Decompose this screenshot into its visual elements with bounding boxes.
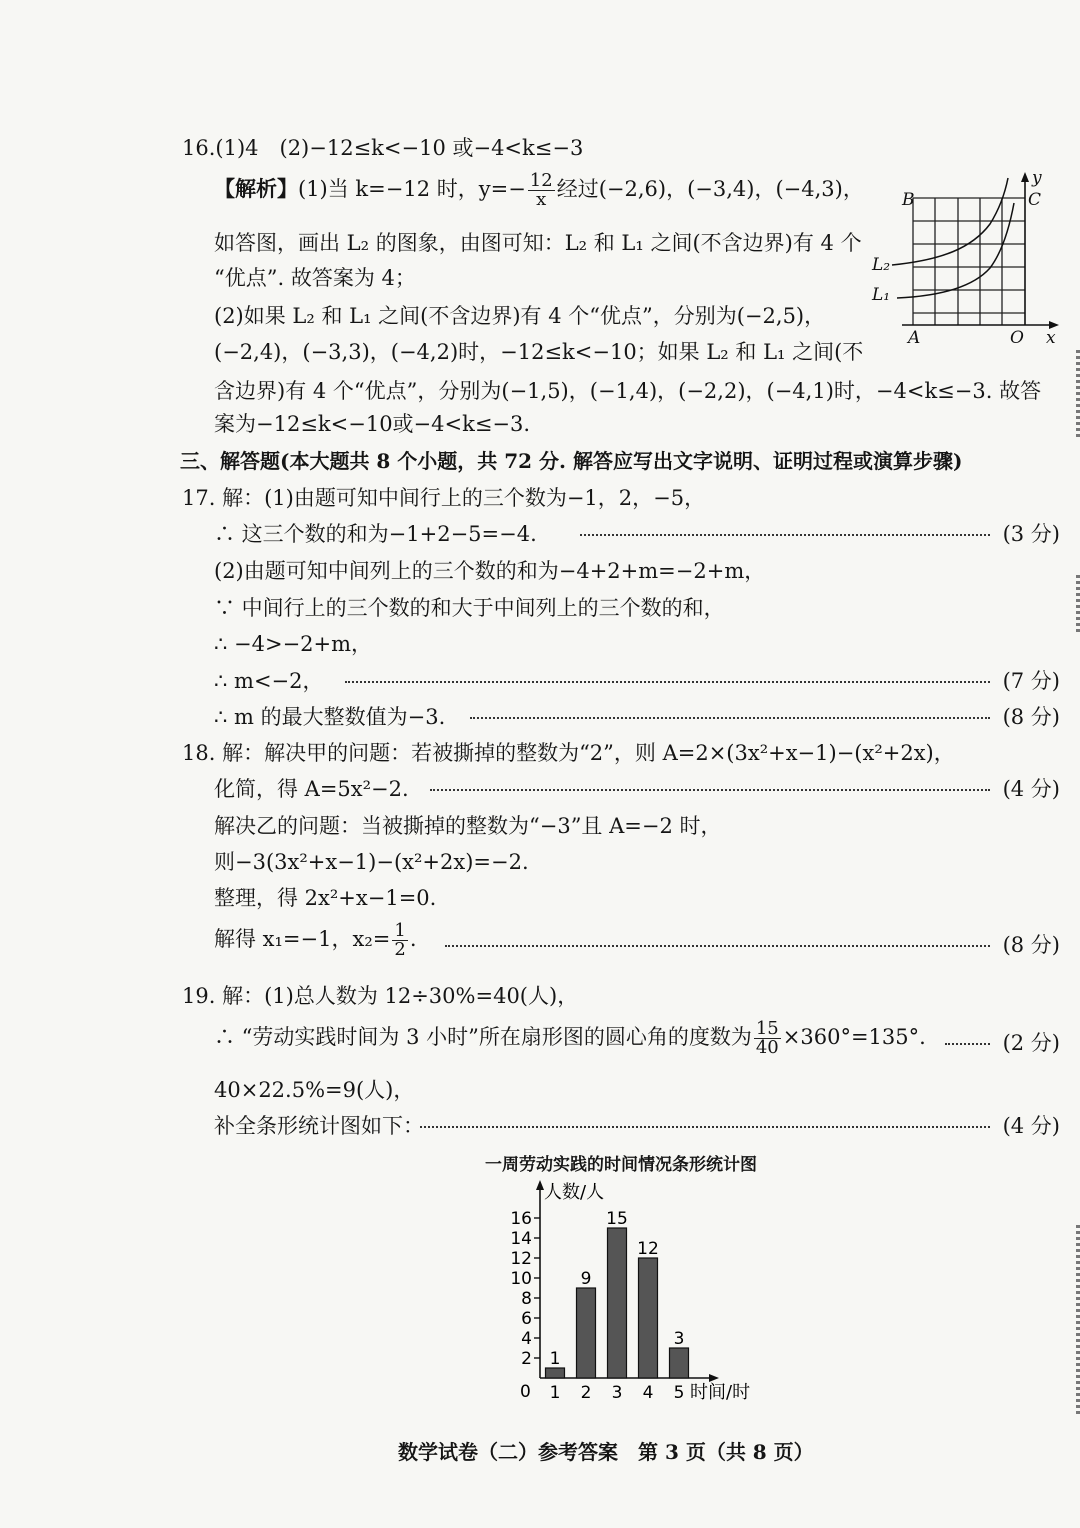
chart-y-label: 人数/人 xyxy=(544,1182,605,1203)
q18-line-1: 18. 解：解决甲的问题：若被撕掉的整数为“2”，则 A=2×(3x²+x−1)−(x²+2x)， xyxy=(182,741,955,765)
x-tick-label: 4 xyxy=(642,1383,654,1403)
y-tick-label: 8 xyxy=(521,1289,532,1309)
y-tick-label: 12 xyxy=(510,1249,532,1269)
scan-edge-mark xyxy=(1076,1225,1080,1415)
scan-edge-mark xyxy=(1076,350,1080,440)
analysis-tag: 【解析】 xyxy=(214,176,298,201)
dot-leader xyxy=(445,945,990,947)
q16-answer-graph xyxy=(862,168,1067,353)
q16-analysis-line-3: “优点”. 故答案为 4； xyxy=(214,266,416,290)
q18-line-6: 解得 x₁=−1，x₂= $\frac{1}{2}$ . xyxy=(214,920,417,960)
bar-2 xyxy=(577,1288,596,1378)
page-footer: 数学试卷（二）参考答案 第 3 页（共 8 页） xyxy=(398,1440,814,1464)
dot-leader xyxy=(580,534,990,536)
y-tick-label: 14 xyxy=(510,1229,532,1249)
bar-3 xyxy=(608,1228,627,1378)
y-tick-label: 10 xyxy=(510,1269,532,1289)
fraction-15-over-40: $\frac{15}{40}$ xyxy=(755,1018,779,1058)
label-C: C xyxy=(1028,190,1042,210)
label-y: y xyxy=(1032,168,1042,188)
dot-leader xyxy=(420,1126,990,1128)
y-axis-arrow xyxy=(1021,172,1029,182)
fraction-1-over-2: $\frac{1}{2}$ xyxy=(394,920,406,960)
x-tick-label: 2 xyxy=(580,1383,592,1403)
chart-origin-label: 0 xyxy=(520,1382,531,1402)
bar-value-label: 9 xyxy=(580,1269,592,1289)
score-4: (4 分) xyxy=(1002,1114,1060,1138)
chart-x-label: 时间/时 xyxy=(690,1382,751,1403)
q16-analysis-line-7: 案为−12≤k<−10或−4<k≤−3. xyxy=(214,412,531,436)
bar-chart xyxy=(500,1175,780,1405)
q18-line-5: 整理，得 2x²+x−1=0. xyxy=(214,886,437,910)
q17-line-7: ∴ m 的最大整数值为−3. xyxy=(214,705,446,729)
bar-value-label: 1 xyxy=(549,1349,561,1369)
fraction-12-over-x: $\frac{12}{x}$ xyxy=(529,170,553,210)
q17-line-1: 17. 解：(1)由题可知中间行上的三个数为−1，2，−5， xyxy=(182,486,706,510)
score-2: (2 分) xyxy=(1002,1031,1060,1055)
q18-line-3: 解决乙的问题：当被撕掉的整数为“−3”且 A=−2 时， xyxy=(214,814,722,838)
bar-value-label: 12 xyxy=(637,1239,659,1259)
scan-edge-mark xyxy=(1076,575,1080,635)
score-7: (7 分) xyxy=(1002,669,1060,693)
x-tick-label: 1 xyxy=(549,1383,561,1403)
chart-x-axis-arrow xyxy=(709,1374,719,1382)
grid-lines xyxy=(913,198,1025,325)
q17-line-5: ∴ −4>−2+m， xyxy=(214,632,373,656)
label-O: O xyxy=(1010,328,1024,348)
score-8: (8 分) xyxy=(1002,933,1060,957)
q16-analysis-line-6: 含边界)有 4 个“优点”，分别为(−1,5)，(−1,4)，(−2,2)，(−4,1)时，−4<k≤−3. 故答 xyxy=(214,379,1042,403)
bar-1 xyxy=(546,1368,565,1378)
y-tick-label: 2 xyxy=(521,1349,532,1369)
dot-leader xyxy=(945,1043,990,1045)
q16-analysis-line-2: 如答图，画出 L₂ 的图象，由图可知：L₂ 和 L₁ 之间(不含边界)有 4 个 xyxy=(214,231,862,255)
label-B: B xyxy=(902,190,915,210)
q17-line-4: ∵ 中间行上的三个数的和大于中间列上的三个数的和， xyxy=(214,596,725,620)
score-8: (8 分) xyxy=(1002,705,1060,729)
dot-leader xyxy=(470,717,990,719)
q17-line-2: ∴ 这三个数的和为−1+2−5=−4. xyxy=(214,522,537,546)
section-3-heading: 三、解答题(本大题共 8 个小题，共 72 分. 解答应写出文字说明、证明过程或演算步骤) xyxy=(180,449,963,473)
label-x: x xyxy=(1046,328,1056,348)
label-A: A xyxy=(908,328,921,348)
q16-analysis-line-4: (2)如果 L₂ 和 L₁ 之间(不含边界)有 4 个“优点”，分别为(−2,5)， xyxy=(214,304,826,328)
q17-line-3: (2)由题可知中间列上的三个数的和为−4+2+m=−2+m， xyxy=(214,559,766,583)
y-tick-label: 16 xyxy=(510,1209,532,1229)
bar-5 xyxy=(670,1348,689,1378)
label-L1: L₁ xyxy=(872,285,891,305)
q19-line-4: 补全条形统计图如下： xyxy=(214,1114,424,1138)
bar-value-label: 15 xyxy=(606,1209,628,1229)
bar-value-label: 3 xyxy=(673,1329,685,1349)
q18-line-4: 则−3(3x²+x−1)−(x²+2x)=−2. xyxy=(214,850,529,874)
chart-y-axis-arrow xyxy=(536,1180,544,1190)
bar-4 xyxy=(639,1258,658,1378)
score-3: (3 分) xyxy=(1002,522,1060,546)
q19-line-1: 19. 解：(1)总人数为 12÷30%=40(人)， xyxy=(182,984,579,1008)
score-4: (4 分) xyxy=(1002,777,1060,801)
x-tick-label: 3 xyxy=(611,1383,623,1403)
q16-analysis-line-1: 【解析】(1)当 k=−12 时，y=− $\frac{12}{x}$ 经过(−2,6)，(−3,4)，(−4,3)， xyxy=(214,170,864,210)
label-L2: L₂ xyxy=(872,255,891,275)
x-tick-label: 5 xyxy=(673,1383,685,1403)
q19-line-2: ∴ “劳动实践时间为 3 小时”所在扇形图的圆心角的度数为 $\frac{15}{40}$ ×360°=135°. xyxy=(214,1018,926,1058)
chart-title: 一周劳动实践的时间情况条形统计图 xyxy=(485,1155,757,1175)
y-tick-label: 6 xyxy=(521,1309,532,1329)
q18-line-2: 化简，得 A=5x²−2. xyxy=(214,777,409,801)
q19-line-3: 40×22.5%=9(人)， xyxy=(214,1078,415,1102)
dot-leader xyxy=(345,681,990,683)
q17-line-6: ∴ m<−2， xyxy=(214,669,324,693)
dot-leader xyxy=(430,789,990,791)
q16-answer: 16.(1)4 (2)−12≤k<−10 或−4<k≤−3 xyxy=(182,136,584,160)
y-tick-label: 4 xyxy=(521,1329,532,1349)
q16-analysis-line-5: (−2,4)，(−3,3)，(−4,2)时，−12≤k<−10；如果 L₂ 和 L₁ 之间(不 xyxy=(214,340,864,364)
